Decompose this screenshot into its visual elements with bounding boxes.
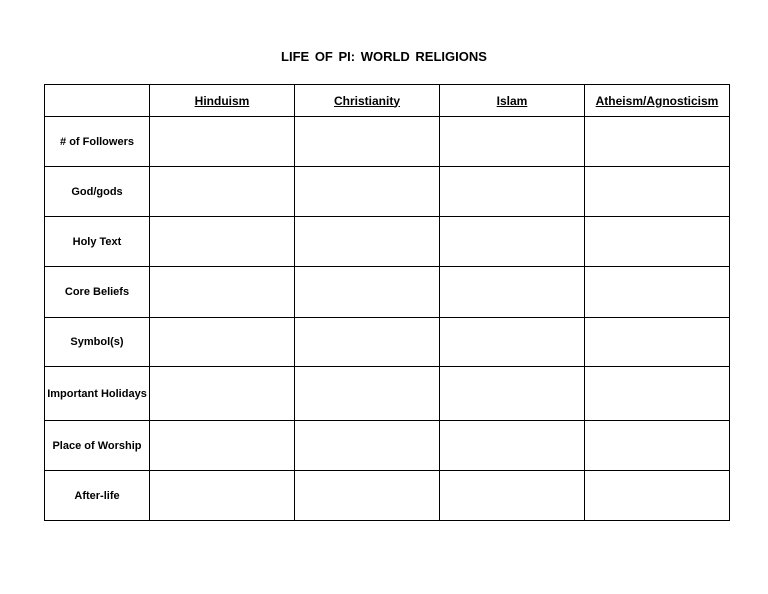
row-label: Place of Worship [45, 421, 150, 471]
religions-table [44, 84, 730, 521]
table-cell[interactable] [440, 421, 585, 471]
table-cell[interactable] [440, 471, 585, 521]
header-atheism-agnosticism: Atheism/Agnosticism [585, 85, 730, 117]
table-cell[interactable] [295, 267, 440, 318]
table-cell[interactable] [150, 217, 295, 267]
header-christianity: Christianity [295, 85, 440, 117]
table-cell[interactable] [585, 471, 730, 521]
table-cell[interactable] [150, 318, 295, 367]
table-cell[interactable] [150, 117, 295, 167]
table-cell[interactable] [295, 117, 440, 167]
table-cell[interactable] [295, 167, 440, 217]
row-label: God/gods [45, 167, 150, 217]
table-cell[interactable] [440, 117, 585, 167]
row-label: Important Holidays [45, 367, 150, 421]
table-cell[interactable] [585, 167, 730, 217]
table-row [45, 318, 730, 367]
row-label: Holy Text [45, 217, 150, 267]
table-cell[interactable] [585, 318, 730, 367]
table-cell[interactable] [150, 167, 295, 217]
table-row [45, 267, 730, 318]
table-cell[interactable] [150, 471, 295, 521]
table-cell[interactable] [585, 117, 730, 167]
table-row [45, 421, 730, 471]
header-corner-cell [45, 85, 150, 117]
table-cell[interactable] [295, 367, 440, 421]
header-hinduism: Hinduism [150, 85, 295, 117]
table-cell[interactable] [295, 318, 440, 367]
table-row [45, 217, 730, 267]
table-cell[interactable] [150, 367, 295, 421]
table-cell[interactable] [440, 318, 585, 367]
table-cell[interactable] [585, 421, 730, 471]
table-cell[interactable] [440, 267, 585, 318]
table-cell[interactable] [295, 471, 440, 521]
table-row [45, 367, 730, 421]
table-cell[interactable] [585, 367, 730, 421]
table-cell[interactable] [150, 421, 295, 471]
table-header-row [45, 85, 730, 117]
table-cell[interactable] [440, 167, 585, 217]
header-islam: Islam [440, 85, 585, 117]
table-row [45, 117, 730, 167]
table-cell[interactable] [585, 217, 730, 267]
row-label: Symbol(s) [45, 318, 150, 367]
row-label: After-life [45, 471, 150, 521]
row-label: Core Beliefs [45, 267, 150, 318]
table-cell[interactable] [295, 217, 440, 267]
table-row [45, 471, 730, 521]
page-title: LIFE OF PI: WORLD RELIGIONS [281, 49, 487, 64]
table-cell[interactable] [440, 367, 585, 421]
table-cell[interactable] [295, 421, 440, 471]
table-row [45, 167, 730, 217]
table-cell[interactable] [150, 267, 295, 318]
row-label: # of Followers [45, 117, 150, 167]
table-cell[interactable] [440, 217, 585, 267]
table-cell[interactable] [585, 267, 730, 318]
